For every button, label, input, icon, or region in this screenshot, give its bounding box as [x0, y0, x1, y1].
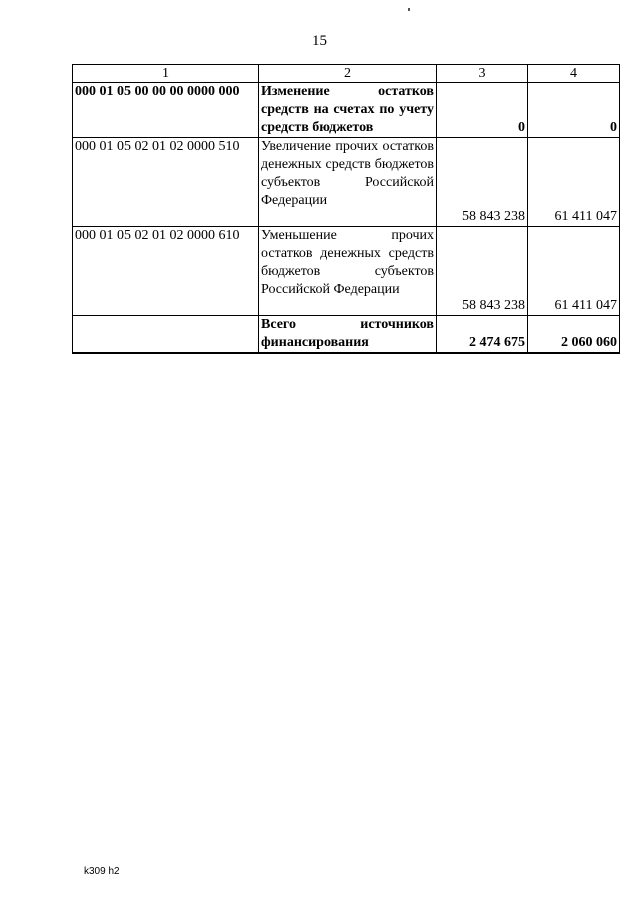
value-col4: 2 060 060: [528, 316, 620, 354]
value-col4: 61 411 047: [528, 138, 620, 227]
table-row-total: [73, 316, 620, 354]
row-description: Уменьшение прочих остатков денежных средств бюджетов субъектов Российской Федерации: [259, 227, 437, 316]
column-number-row: [73, 65, 620, 83]
row-description: Увеличение прочих остатков денежных средств бюджетов субъектов Российской Федерации: [259, 138, 437, 227]
column-header-4: 4: [528, 65, 620, 83]
table-row: [73, 227, 620, 316]
sources-table: [72, 64, 620, 354]
row-description: Всего источников финансирования: [259, 316, 437, 354]
value-col3: 0: [437, 83, 528, 138]
footer-code: k309 h2: [84, 866, 120, 877]
scan-speck: [408, 8, 410, 11]
classification-code: 000 01 05 02 01 02 0000 510: [73, 138, 259, 227]
column-header-1: 1: [73, 65, 259, 83]
page-number: 15: [312, 33, 327, 49]
value-col3: 58 843 238: [437, 138, 528, 227]
table-row: [73, 83, 620, 138]
value-col4: 61 411 047: [528, 227, 620, 316]
classification-code: 000 01 05 00 00 00 0000 000: [73, 83, 259, 138]
classification-code: [73, 316, 259, 354]
value-col4: 0: [528, 83, 620, 138]
classification-code: 000 01 05 02 01 02 0000 610: [73, 227, 259, 316]
table-row: [73, 138, 620, 227]
row-description: Изменение остатков средств на счетах по учету средств бюджетов: [259, 83, 437, 138]
column-header-3: 3: [437, 65, 528, 83]
column-header-2: 2: [259, 65, 437, 83]
value-col3: 58 843 238: [437, 227, 528, 316]
value-col3: 2 474 675: [437, 316, 528, 354]
